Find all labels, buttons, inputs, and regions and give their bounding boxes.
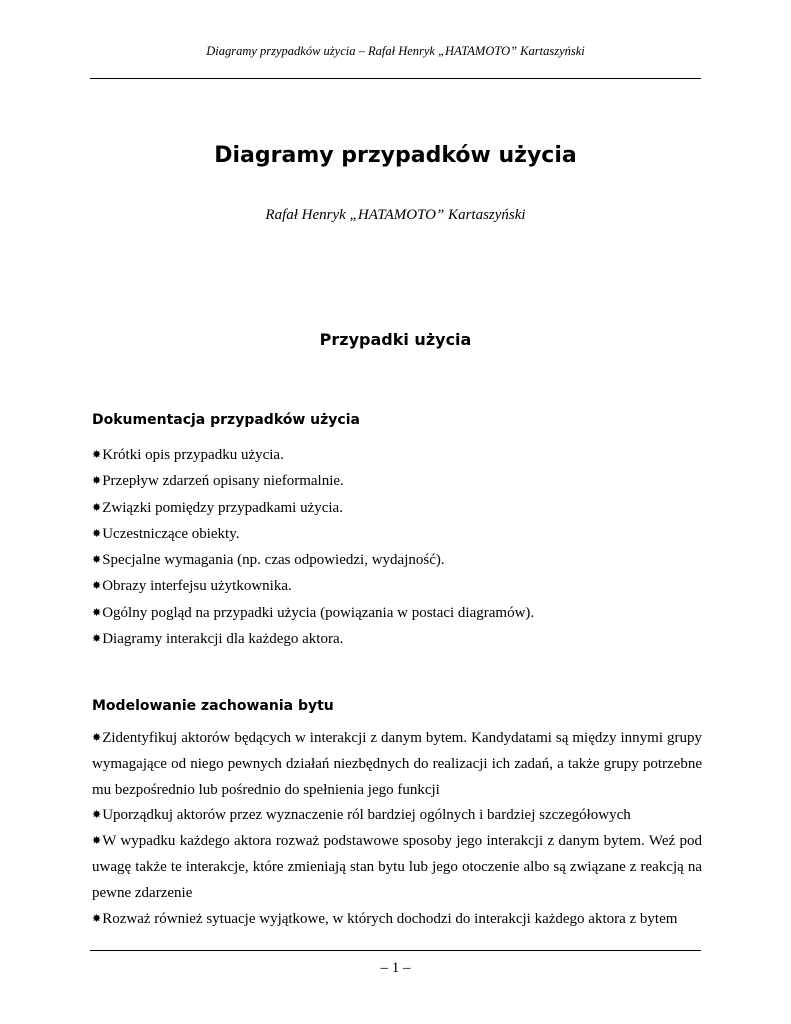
bullet-icon: ✸ [92,732,102,744]
list-item [92,442,702,468]
list-item-text: Związki pomiędzy przypadkami użycia. [102,499,343,516]
bullet-icon: ✸ [92,835,102,848]
bullet-icon: ✸ [92,606,102,619]
list-item-text: Obrazy interfejsu użytkownika. [102,578,292,595]
list-item-text: Rozważ również sytuacje wyjątkowe, w których dochodzi do interakcji każdego aktora z bytem [102,910,678,927]
list-item-text: Krótki opis przypadku użycia. [102,447,284,463]
bullet-icon: ✸ [92,501,102,514]
list-item [92,573,702,599]
bullet-icon: ✸ [92,912,102,925]
list-item [92,468,702,494]
page-number: – 1 – [380,960,411,976]
bullet-icon: ✸ [92,527,102,540]
modeling-bullet-list [92,726,702,932]
list-item [92,829,702,906]
list-item-text: Przepływ zdarzeń opisany nieformalnie. [102,473,344,490]
list-item-text: Uczestniczące obiekty. [102,525,240,542]
list-item [92,495,702,521]
bullet-icon: ✸ [92,554,102,567]
list-item [92,626,702,652]
list-item-text: Uporządkuj aktorów przez wyznaczenie ról bardziej ogólnych i bardziej szczegółowych [102,807,631,824]
list-item-text: Zidentyfikuj aktorów będących w interakcji z danym bytem. Kandydatami są między innymi grupy wymagające od niego pewnych działań niezbędnych do realizacji ich zadań, a także grupy potrzebne mu bezpośrednio lub pośrednio do spełnienia jego funkcji [92,730,702,798]
document-author: Rafał Henryk „HATAMOTO” Kartaszyński [265,207,526,223]
bullet-icon: ✸ [92,633,102,646]
list-item-text: W wypadku każdego aktora rozważ podstawowe sposoby jego interakcji z danym bytem. Weź pod uwagę także te interakcje, które zmieniają stan bytu lub jego otoczenie albo są związane z reakcją na pewne zdarzenie [92,833,702,901]
bullet-icon: ✸ [92,809,102,822]
list-item-text: Ogólny pogląd na przypadki użycia (powiązania w postaci diagramów). [102,604,535,621]
header-divider [90,78,701,79]
list-item [92,803,702,829]
footer-divider [90,950,701,951]
list-item-text: Specjalne wymagania (np. czas odpowiedzi, wydajność). [102,552,445,569]
bullet-icon: ✸ [92,580,102,593]
list-item [92,521,702,547]
list-item [92,600,702,626]
bullet-icon: ✸ [92,475,102,488]
documentation-bullet-list [92,442,702,652]
list-item [92,547,702,573]
subsection-title-modeling: Modelowanie zachowania bytu [92,698,334,714]
list-item [92,726,702,803]
list-item [92,907,702,933]
bullet-icon: ✸ [92,449,102,461]
running-header: Diagramy przypadków użycia – Rafał Henryk „HATAMOTO” Kartaszyński [206,44,585,58]
subsection-title-documentation: Dokumentacja przypadków użycia [92,412,360,428]
section-title: Przypadki użycia [319,330,472,349]
document-title: Diagramy przypadków użycia [214,143,577,168]
list-item-text: Diagramy interakcji dla każdego aktora. [102,631,344,648]
